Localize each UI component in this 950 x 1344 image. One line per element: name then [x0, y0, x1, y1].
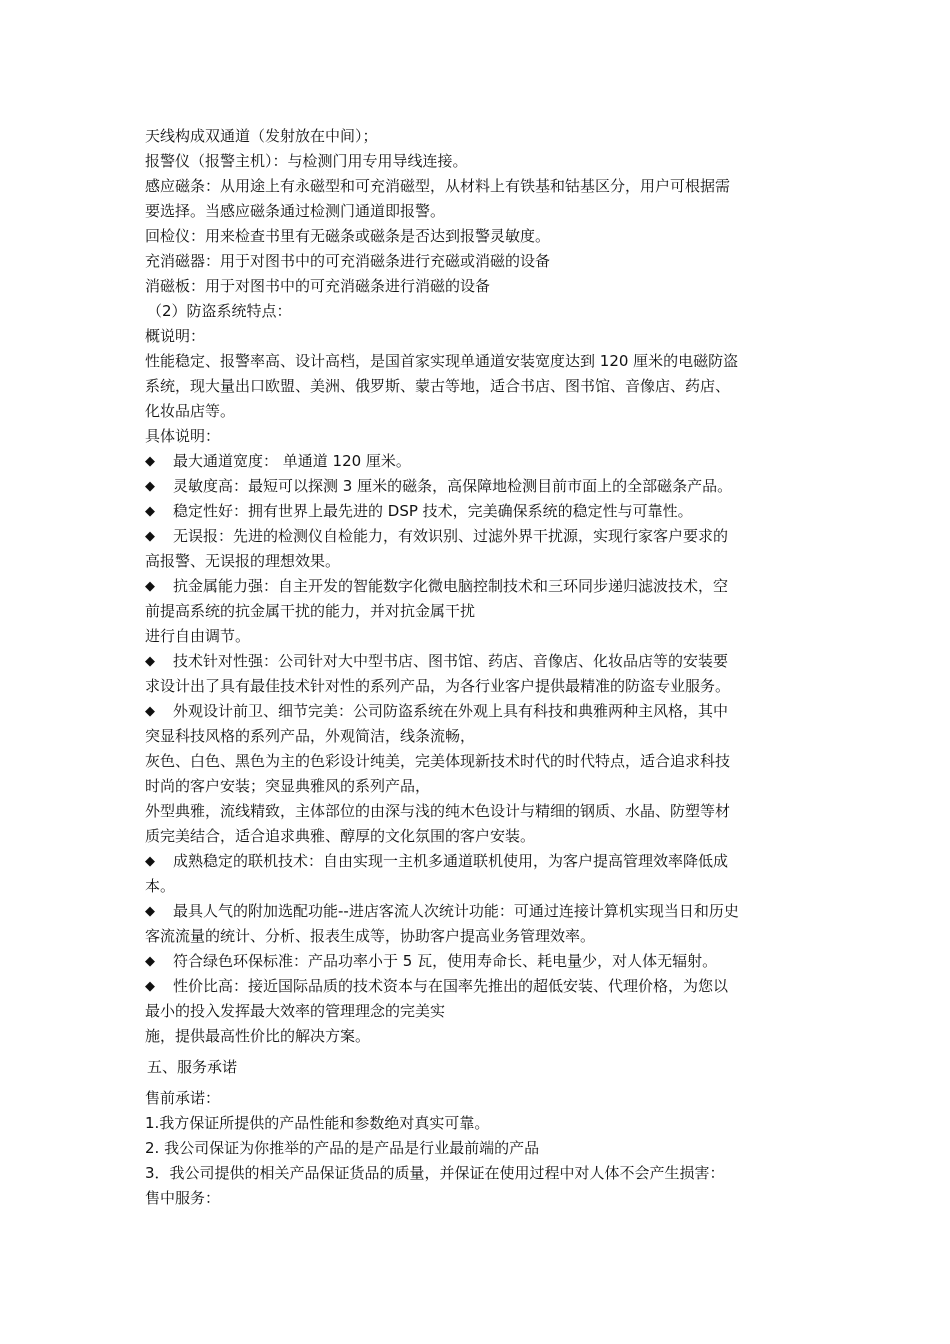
feature-first-line [145, 649, 810, 674]
text-line: 1.我方保证所提供的产品性能和参数绝对真实可靠。 [145, 1114, 490, 1132]
text-line: 系统，现大量出口欧盟、美洲、俄罗斯、蒙古等地，适合书店、图书馆、音像店、药店、 [145, 377, 731, 395]
diamond-bullet-icon: ◆ [145, 454, 155, 469]
feature-continuation-line: 求设计出了具有最佳技术针对性的系列产品，为各行业客户提供最精准的防盗专业服务。 [145, 677, 731, 695]
feature-continuation-line: 高报警、无误报的理想效果。 [145, 552, 341, 570]
text-line: 售中服务： [145, 1189, 221, 1207]
feature-first-line [145, 524, 810, 549]
text-line: 消磁板：用于对图书中的可充消磁条进行消磁的设备 [145, 277, 491, 295]
feature-text: 无误报：先进的检测仪自检能力，有效识别、过滤外界干扰源，实现行家客户要求的 [173, 527, 729, 545]
feature-text: 稳定性好：拥有世界上最先进的 DSP 技术，完美确保系统的稳定性与可靠性。 [173, 502, 693, 520]
feature-first-line [145, 974, 810, 999]
subsection-heading: （2）防盗系统特点： [147, 302, 292, 320]
feature-first-line [145, 899, 810, 924]
feature-first-line [145, 949, 810, 974]
text-line: 感应磁条：从用途上有永磁型和可充消磁型，从材料上有铁基和钴基区分，用户可根据需 [145, 177, 731, 195]
feature-continuation-line: 外型典雅，流线精致，主体部位的由深与浅的纯木色设计与精细的钢质、水晶、防塑等材 [145, 802, 731, 820]
feature-item [145, 974, 810, 1049]
section-heading: 五、服务承诺 [147, 1058, 238, 1076]
text-line: 报警仪（报警主机）：与检测门用专用导线连接。 [145, 152, 468, 170]
feature-text: 性价比高：接近国际品质的技术资本与在国率先推出的超低安装、代理价格，为您以 [173, 977, 729, 995]
feature-text: 最具人气的附加选配功能--进店客流人次统计功能：可通过连接计算机实现当日和历史 [173, 902, 739, 920]
feature-continuation-line: 施，提供最高性价比的解决方案。 [145, 1027, 371, 1045]
text-line: 要选择。当感应磁条通过检测门通道即报警。 [145, 202, 446, 220]
feature-item [145, 524, 810, 574]
feature-continuation-line: 灰色、白色、黑色为主的色彩设计纯美，完美体现新技术时代的时代特点，适合追求科技 [145, 752, 731, 770]
feature-first-line [145, 474, 810, 499]
feature-text: 成熟稳定的联机技术：自由实现一主机多通道联机使用，为客户提高管理效率降低成 [173, 852, 729, 870]
feature-continuation-line: 客流流量的统计、分析、报表生成等，协助客户提高业务管理效率。 [145, 927, 596, 945]
feature-first-line [145, 574, 810, 599]
intro-block [145, 124, 810, 449]
feature-item [145, 474, 810, 499]
feature-item [145, 849, 810, 899]
feature-continuation-line: 前提高系统的抗金属干扰的能力，并对抗金属干扰 [145, 602, 476, 620]
feature-continuation-line: 本。 [145, 877, 176, 895]
diamond-bullet-icon: ◆ [145, 954, 155, 969]
feature-text: 外观设计前卫、细节完美：公司防盗系统在外观上具有科技和典雅两种主风格，其中 [173, 702, 729, 720]
feature-item [145, 499, 810, 524]
feature-item [145, 949, 810, 974]
text-line: 2. 我公司保证为你推举的产品的是产品是行业最前端的产品 [145, 1139, 540, 1157]
text-line: 3．我公司提供的相关产品保证货品的质量，并保证在使用过程中对人体不会产生损害： [145, 1164, 725, 1182]
diamond-bullet-icon: ◆ [145, 979, 155, 994]
feature-text: 抗金属能力强：自主开发的智能数字化微电脑控制技术和三环同步递归滤波技术，空 [173, 577, 729, 595]
text-line: 天线构成双通道（发射放在中间）； [145, 127, 378, 145]
feature-continuation-line: 质完美结合，适合追求典雅、醇厚的文化氛围的客户安装。 [145, 827, 536, 845]
service-block [145, 1086, 810, 1211]
feature-item [145, 574, 810, 649]
diamond-bullet-icon: ◆ [145, 654, 155, 669]
feature-continuation-line: 最小的投入发挥最大效率的管理理念的完美实 [145, 1002, 446, 1020]
diamond-bullet-icon: ◆ [145, 704, 155, 719]
feature-text: 最大通道宽度： 单通道 120 厘米。 [173, 452, 411, 470]
text-line: 回检仪：用来检查书里有无磁条或磁条是否达到报警灵敏度。 [145, 227, 551, 245]
text-line: 售前承诺： [145, 1089, 221, 1107]
diamond-bullet-icon: ◆ [145, 854, 155, 869]
diamond-bullet-icon: ◆ [145, 529, 155, 544]
text-line: 充消磁器：用于对图书中的可充消磁条进行充磁或消磁的设备 [145, 252, 551, 270]
diamond-bullet-icon: ◆ [145, 904, 155, 919]
feature-text: 符合绿色环保标准：产品功率小于 5 瓦，使用寿命长、耗电量少，对人体无辐射。 [173, 952, 718, 970]
feature-text: 灵敏度高：最短可以探测 3 厘米的磁条，高保障地检测目前市面上的全部磁条产品。 [173, 477, 733, 495]
feature-item [145, 699, 810, 849]
feature-item [145, 899, 810, 949]
text-line: 性能稳定、报警率高、设计高档，是国首家实现单通道安装宽度达到 120 厘米的电磁防盗 [145, 352, 739, 370]
diamond-bullet-icon: ◆ [145, 579, 155, 594]
feature-item [145, 649, 810, 699]
text-line: 具体说明： [145, 427, 221, 445]
feature-first-line [145, 849, 810, 874]
feature-text: 技术针对性强：公司针对大中型书店、图书馆、药店、音像店、化妆品店等的安装要 [173, 652, 729, 670]
feature-continuation-line: 突显科技风格的系列产品，外观简洁，线条流畅， [145, 727, 476, 745]
document-page [145, 124, 810, 1211]
diamond-bullet-icon: ◆ [145, 504, 155, 519]
feature-first-line [145, 449, 810, 474]
text-line: 概说明： [145, 327, 206, 345]
feature-first-line [145, 499, 810, 524]
diamond-bullet-icon: ◆ [145, 479, 155, 494]
feature-continuation-line: 进行自由调节。 [145, 627, 251, 645]
feature-first-line [145, 699, 810, 724]
text-line: 化妆品店等。 [145, 402, 236, 420]
feature-list [145, 449, 810, 1049]
feature-item [145, 449, 810, 474]
feature-continuation-line: 时尚的客户安装；突显典雅风的系列产品， [145, 777, 431, 795]
